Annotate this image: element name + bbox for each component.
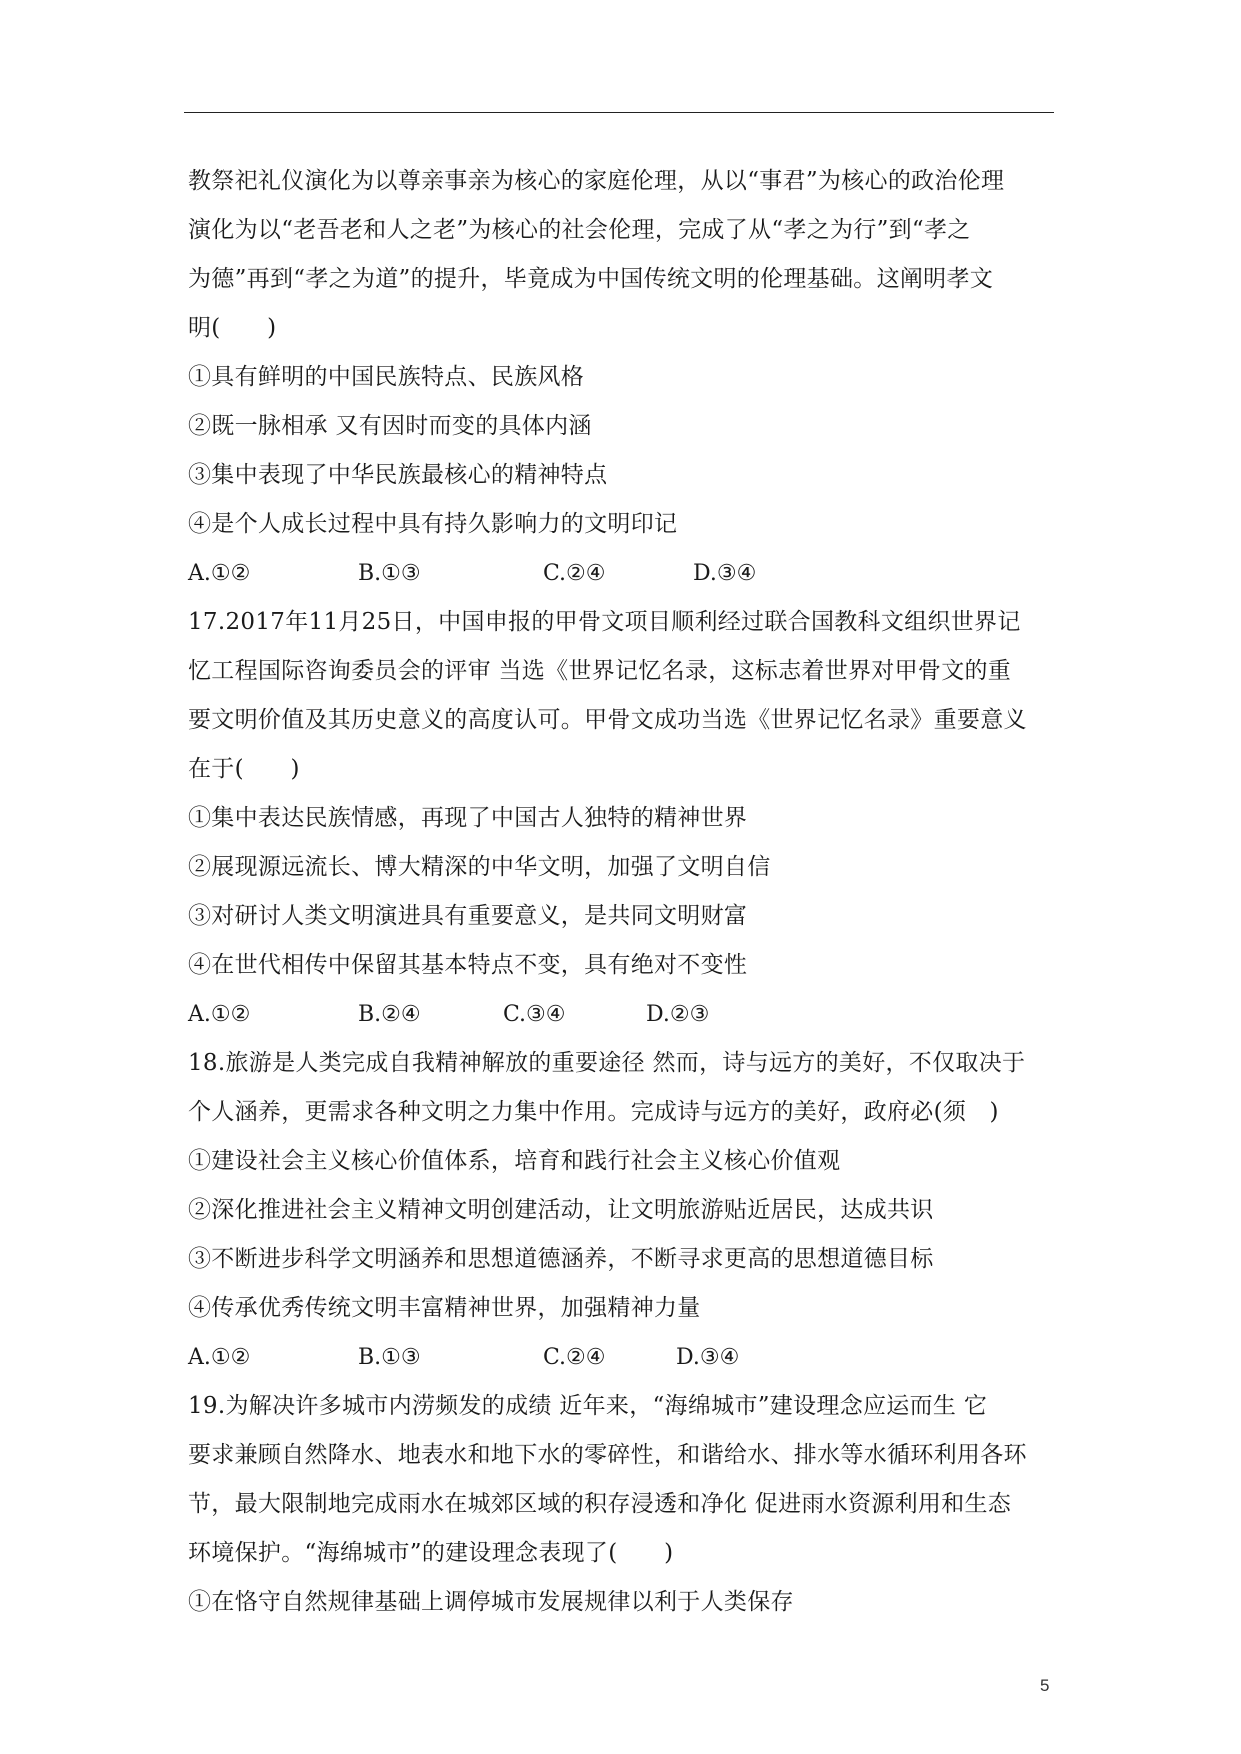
- stem-line: 19.为解决许多城市内涝频发的成绩 近年来，“海绵城市”建设理念应运而生 它: [188, 1393, 988, 1419]
- option-b: B.①③: [358, 561, 421, 586]
- stem-line: 17.2017年11月25日，中国申报的甲骨文项目顺利经过联合国教科文组织世界记: [188, 609, 1021, 635]
- statement-1: ①在恪守自然规律基础上调停城市发展规律以利于人类保存: [188, 1589, 794, 1615]
- stem-line: 18.旅游是人类完成自我精神解放的重要途径 然而，诗与远方的美好，不仅取决于: [188, 1050, 1026, 1076]
- statement-1: ①具有鲜明的中国民族特点、民族风格: [188, 364, 585, 390]
- question-19: [188, 1382, 1068, 1627]
- stem-line: 环境保护。“海绵城市”的建设理念表现了( ): [188, 1540, 674, 1566]
- stem-line: 个人涵养，更需求各种文明之力集中作用。完成诗与远方的美好，政府必(须 ): [188, 1099, 999, 1125]
- page-number: 5: [1040, 1676, 1050, 1695]
- option-d: D.③④: [693, 561, 757, 586]
- statement-2: ②既一脉相承 又有因时而变的具体内涵: [188, 413, 592, 439]
- stem-line: 在于( ): [188, 756, 300, 782]
- statement-1: ①建设社会主义核心价值体系，培育和践行社会主义核心价值观: [188, 1148, 841, 1174]
- header-rule: [184, 112, 1054, 113]
- option-a: A.①②: [188, 561, 251, 586]
- stem-line: 要文明价值及其历史意义的高度认可。甲骨文成功当选《世界记忆名录》重要意义: [188, 707, 1027, 733]
- stem-line: 节，最大限制地完成雨水在城郊区域的积存浸透和净化 促进雨水资源利用和生态: [188, 1491, 1012, 1517]
- question-18: [188, 1039, 1068, 1382]
- option-c: C.②④: [543, 1345, 606, 1370]
- document-body: [188, 157, 1068, 1627]
- option-c: C.②④: [543, 561, 606, 586]
- statement-2: ②深化推进社会主义精神文明创建活动，让文明旅游贴近居民，达成共识: [188, 1197, 934, 1223]
- statement-3: ③集中表现了中华民族最核心的精神特点: [188, 462, 608, 488]
- stem-line: 教祭祀礼仪演化为以尊亲事亲为核心的家庭伦理，从以“事君”为核心的政治伦理: [188, 168, 1005, 194]
- option-d: D.③④: [676, 1345, 740, 1370]
- stem-line: 为德”再到“孝之为道”的提升，毕竟成为中国传统文明的伦理基础。这阐明孝文: [188, 266, 994, 292]
- answer-options: [188, 549, 1068, 598]
- option-b: B.①③: [358, 1345, 421, 1370]
- statement-3: ③对研讨人类文明演进具有重要意义，是共同文明财富: [188, 903, 748, 929]
- statement-4: ④传承优秀传统文明丰富精神世界，加强精神力量: [188, 1295, 701, 1321]
- option-a: A.①②: [188, 1345, 251, 1370]
- stem-line: 演化为以“老吾老和人之老”为核心的社会伦理，完成了从“孝之为行”到“孝之: [188, 217, 971, 243]
- stem-line: 明( ): [188, 315, 277, 341]
- statement-1: ①集中表达民族情感，再现了中国古人独特的精神世界: [188, 805, 748, 831]
- statement-3: ③不断进步科学文明涵养和思想道德涵养，不断寻求更高的思想道德目标: [188, 1246, 934, 1272]
- question-16-continued: [188, 157, 1068, 598]
- statement-2: ②展现源远流长、博大精深的中华文明，加强了文明自信: [188, 854, 771, 880]
- answer-options: [188, 1333, 1068, 1382]
- question-17: [188, 598, 1068, 1039]
- option-c: C.③④: [503, 1002, 566, 1027]
- option-b: B.②④: [358, 1002, 421, 1027]
- stem-line: 要求兼顾自然降水、地表水和地下水的零碎性，和谐给水、排水等水循环利用各环: [188, 1442, 1027, 1468]
- statement-4: ④是个人成长过程中具有持久影响力的文明印记: [188, 511, 678, 537]
- statement-4: ④在世代相传中保留其基本特点不变，具有绝对不变性: [188, 952, 748, 978]
- option-a: A.①②: [188, 1002, 251, 1027]
- answer-options: [188, 990, 1068, 1039]
- option-d: D.②③: [646, 1002, 710, 1027]
- stem-line: 忆工程国际咨询委员会的评审 当选《世界记忆名录，这标志着世界对甲骨文的重: [188, 658, 1012, 684]
